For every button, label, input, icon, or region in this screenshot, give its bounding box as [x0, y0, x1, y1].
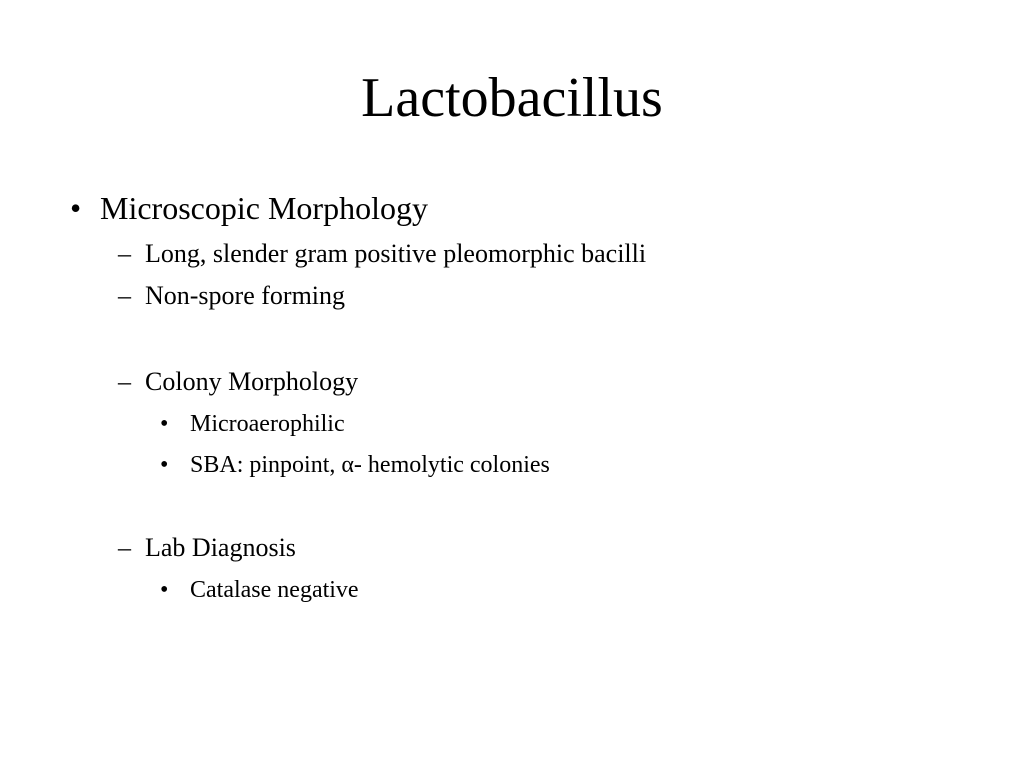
dot-marker: •	[160, 577, 169, 603]
sub-bullet-text: Lab Diagnosis	[145, 533, 296, 562]
dash-marker: –	[118, 281, 131, 310]
dot-marker: •	[160, 452, 169, 478]
sub-sub-bullet-text: Catalase negative	[190, 577, 359, 603]
dash-marker: –	[118, 367, 131, 396]
sub-bullet-text: Non-spore forming	[145, 281, 346, 310]
bullet-marker: •	[70, 190, 82, 226]
sub-sub-bullet-text: SBA: pinpoint, α- hemolytic colonies	[190, 452, 550, 478]
sub-bullet-text: Long, slender gram positive pleomorphic bacilli	[145, 239, 647, 268]
sub-bullet-text: Colony Morphology	[145, 367, 359, 396]
slide-title: Lactobacillus	[361, 67, 663, 129]
dash-marker: –	[118, 533, 131, 562]
sub-sub-bullet-text: Microaerophilic	[190, 411, 345, 437]
dot-marker: •	[160, 411, 169, 437]
bullet-text: Microscopic Morphology	[100, 190, 428, 226]
dash-marker: –	[118, 239, 131, 268]
